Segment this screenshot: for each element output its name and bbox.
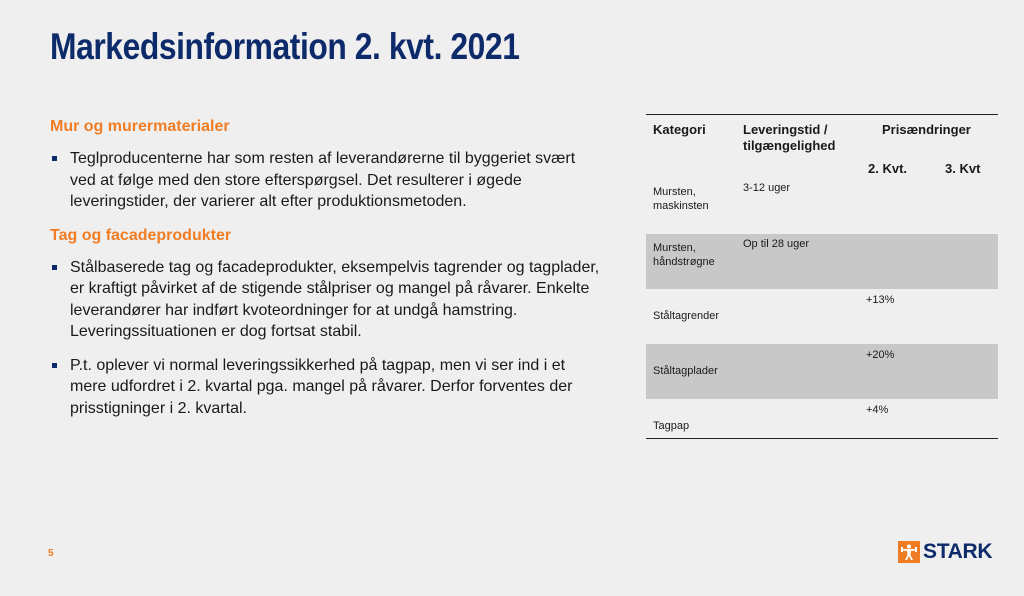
header-prisaendringer: Prisændringer: [882, 122, 971, 137]
bullet-square-icon: [52, 363, 57, 368]
header-q2: 2. Kvt.: [868, 161, 908, 176]
bullet-text: Teglproducenterne har som resten af leverandørerne til byggeriet svært ved at følge med den store efterspørgsel. Det resulterer i øgede leveringstider, der varierer alt efter produktionsmetoden.: [70, 150, 576, 210]
page-number: 5: [48, 548, 54, 559]
header-leveringstid: Leveringstid / tilgængelighed: [743, 122, 836, 153]
table-row: [646, 344, 998, 399]
bullet-item: [50, 257, 605, 343]
row-kategori: Mursten, håndstrøgne: [653, 242, 715, 268]
table-row: [646, 289, 998, 344]
row-q2: +4%: [866, 404, 889, 416]
row-kategori: Tagpap: [653, 420, 690, 432]
section-heading-mur: Mur og murermaterialer: [50, 118, 230, 135]
row-kategori: Ståltagplader: [653, 365, 718, 377]
section-heading-tag: Tag og facadeprodukter: [50, 226, 232, 244]
market-table: [646, 114, 998, 454]
table-row: [646, 234, 998, 289]
row-q2: +13%: [866, 294, 895, 306]
bullet-item: [50, 148, 605, 213]
row-q2: +20%: [866, 349, 895, 361]
header-kategori: Kategori: [653, 122, 706, 137]
table-header: [646, 115, 998, 179]
bullet-item: [50, 355, 605, 420]
logo-text: STARK: [923, 540, 993, 563]
stark-logo: [898, 540, 1006, 564]
bullet-square-icon: [52, 265, 57, 270]
table-row: [646, 399, 998, 454]
row-leveringstid: Op til 28 uger: [743, 238, 810, 250]
row-kategori: Mursten, maskinsten: [653, 186, 709, 212]
stark-figure-icon: [898, 541, 920, 563]
page-title: Markedsinformation 2. kvt. 2021: [50, 26, 520, 67]
header-q3: 3. Kvt: [945, 161, 981, 176]
bullet-square-icon: [52, 156, 57, 161]
bullet-text: Stålbaserede tag og facadeprodukter, eksempelvis tagrender og tagplader, er kraftigt påvirket af de stigende stålpriser og mangel på råvarer. Enkelte leverandører har indført kvoteordninger for at undgå hamstring. Leveringssituationen er dog fortsat stabil.: [70, 258, 600, 340]
table-bottom-rule: [646, 438, 998, 439]
row-kategori: Ståltagrender: [653, 310, 720, 322]
table-row: [646, 179, 998, 234]
row-leveringstid: 3-12 uger: [743, 182, 791, 194]
content-column: [50, 118, 605, 431]
bullet-text: P.t. oplever vi normal leveringssikkerhed på tagpap, men vi ser ind i et mere udfordret i 2. kvartal pga. mangel på råvarer. Derfor forventes der prisstigninger i 2. kvartal.: [70, 356, 573, 417]
